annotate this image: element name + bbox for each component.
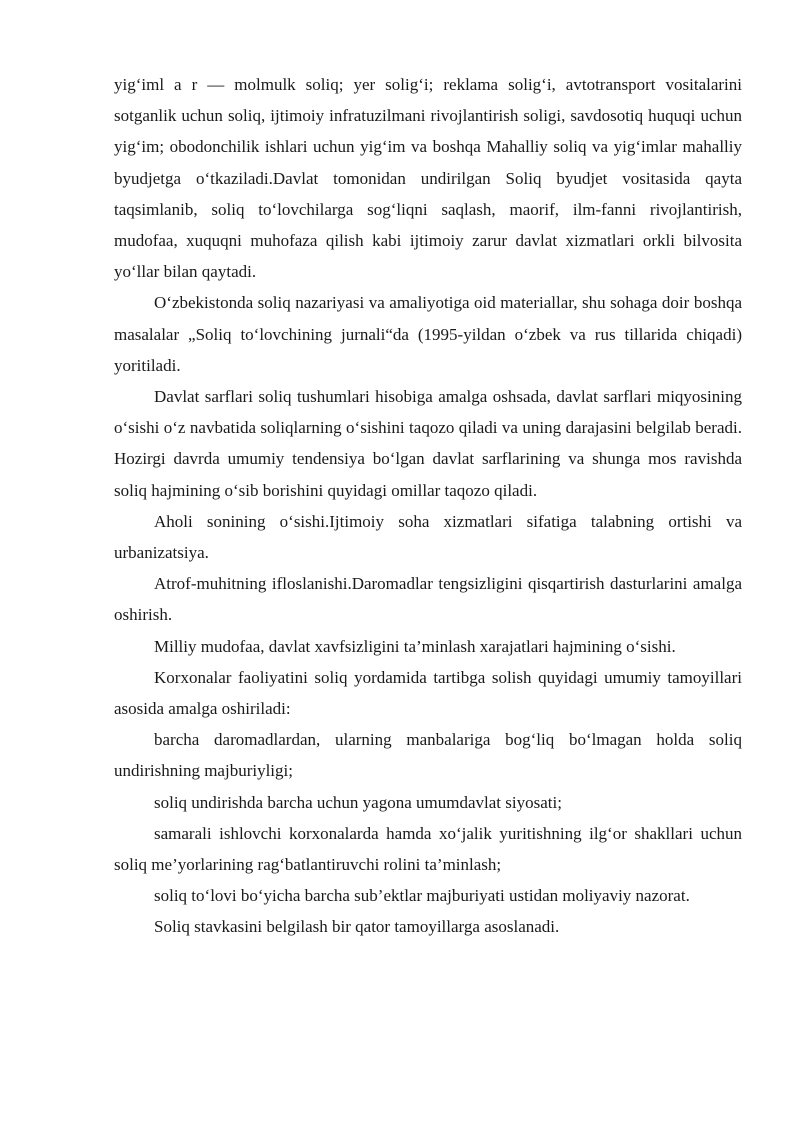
paragraph-7: Korxonalar faoliyatini soliq yordamida tartibga solish quyidagi umumiy tamoyillari asosida amalga oshiriladi: <box>114 667 742 719</box>
paragraph-11: soliq to‘lovi bo‘yicha barcha sub’ektlar majburiyati ustidan moliyaviy nazorat. <box>154 886 690 906</box>
paragraph-12: Soliq stavkasini belgilash bir qator tamoyillarga asoslanadi. <box>154 917 560 937</box>
paragraph-5: Atrof-muhitning ifloslanishi.Daromadlar tengsizligini qisqartirish dasturlarini amalga oshirish. <box>114 574 742 625</box>
paragraph-8: barcha daromadlardan, ularning manbalariga bog‘liq bo‘lmagan holda soliq undirishning majburiyligi; <box>114 730 742 781</box>
paragraph-6: Milliy mudofaa, davlat xavfsizligini ta’minlash xarajatlari hajmining o‘sishi. <box>154 636 676 656</box>
paragraph-1: yig‘iml a r — molmulk soliq; yer solig‘i; reklama solig‘i, avtotransport vositalarini sotganlik uchun soliq, ijtimoiy infratuzilmani rivojlantirish soligi, savdosotiq huquqi uchun yig‘im; obodonchilik ishlari uchun yig‘im va boshqa Mahalliy soliq va yig‘imlar mahalliy byudjetga o‘tkaziladi.Davlat tomonidan undirilgan Soliq byudjet vositasida qayta taqsimlanib, soliq to‘lovchilarga sog‘liqni saqlash, maorif, ilm-fanni rivojlantirish, mudofaa, xuquqni muhofaza qilish kabi ijtimoiy zarur davlat xizmatlari orkli bilvosita yo‘llar bilan qaytadi. <box>114 75 742 282</box>
paragraph-9: soliq undirishda barcha uchun yagona umumdavlat siyosati; <box>154 792 562 812</box>
document-page <box>114 69 742 943</box>
paragraph-4: Aholi sonining o‘sishi.Ijtimoiy soha xizmatlari sifatiga talabning ortishi va urbanizatsiya. <box>114 511 742 563</box>
paragraph-3: Davlat sarflari soliq tushumlari hisobiga amalga oshsada, davlat sarflari miqyosining o‘sishi o‘z navbatida soliqlarning o‘sishini taqozo qiladi va uning darajasini belgilab beradi. Hozirgi davrda umumiy tendensiya bo‘lgan davlat sarflarining va shunga mos ravishda soliq hajmining o‘sib borishini quyidagi omillar taqozo qiladi. <box>114 387 742 500</box>
paragraph-2: O‘zbekistonda soliq nazariyasi va amaliyotiga oid materiallar, shu sohaga doir boshqa masalalar „Soliq to‘lovchining jurnali“da (1995-yildan o‘zbek va rus tillarida chiqadi) yoritiladi. <box>114 293 742 375</box>
paragraph-10: samarali ishlovchi korxonalarda hamda xo‘jalik yuritishning ilg‘or shakllari uchun soliq me’yorlarining rag‘batlantiruvchi rolini ta’minlash; <box>114 823 742 875</box>
